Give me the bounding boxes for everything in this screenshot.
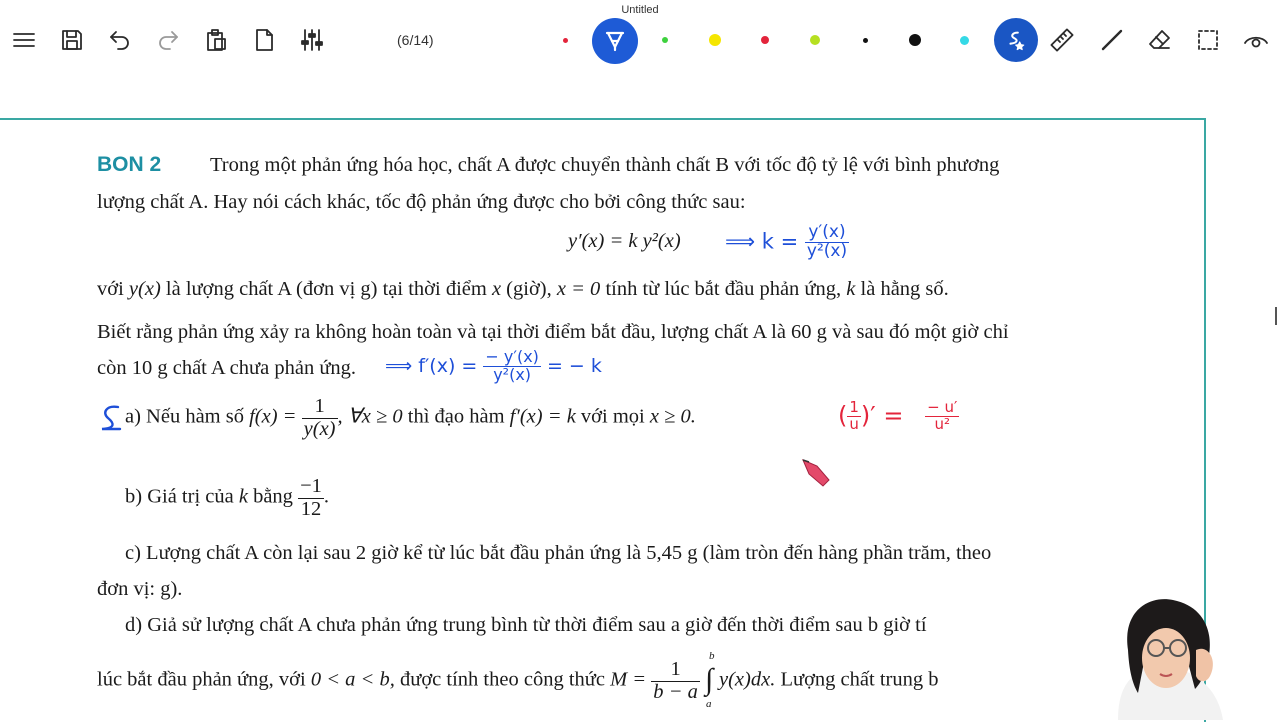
line3-yx: y(x): [128, 278, 161, 300]
item-d-condition: 0 < a < b,: [310, 668, 395, 691]
annotation-k-implies: ⟹ k =: [725, 229, 799, 254]
annotation-quotient-rule: [838, 400, 959, 433]
scrollbar-handle[interactable]: [1275, 307, 1277, 325]
item-d-denominator: b − a: [653, 680, 698, 703]
item-a-mid: thì đạo hàm: [407, 405, 505, 428]
item-a-prefix: a) Nếu hàm số: [125, 405, 244, 428]
red-result-numerator: − u′: [927, 398, 958, 416]
answer-mark-s: [98, 403, 124, 442]
pen-lime[interactable]: [810, 35, 820, 45]
item-a-condition-2: x ≥ 0.: [649, 405, 696, 428]
clipboard-icon[interactable]: [198, 22, 234, 58]
item-a-condition: , ∀x ≥ 0: [337, 405, 403, 428]
top-toolbar: [0, 0, 1280, 82]
line3-k: k: [846, 278, 856, 300]
item-d-numerator: 1: [651, 659, 700, 682]
line3-text-c: (giờ),: [506, 278, 552, 300]
s-mark-icon: [98, 403, 124, 435]
rate-formula: y′(x) = k y²(x): [568, 230, 681, 252]
lasso-select-icon[interactable]: [1190, 22, 1226, 58]
worksheet-page: [0, 118, 1206, 722]
red-numerator: 1: [849, 398, 859, 416]
line-icon[interactable]: [1094, 22, 1130, 58]
annotation-k-denominator: y²(x): [806, 240, 848, 261]
item-a-fx: f(x) =: [249, 405, 297, 428]
line3-x0: x = 0: [556, 278, 601, 300]
item-d-M: M =: [610, 668, 647, 691]
item-b-prefix: b) Giá trị của: [125, 485, 234, 508]
pen-cursor-icon: [799, 456, 833, 495]
item-b-k: k: [238, 485, 248, 508]
line3-x: x: [491, 278, 502, 300]
eraser-icon[interactable]: [1142, 22, 1178, 58]
line3-text-b: là lượng chất A (đơn vị g) tại thời điểm: [165, 278, 487, 300]
item-d-line-1: d) Giả sử lượng chất A chưa phản ứng trung bình từ thời điểm sau a giờ đến thời điểm sau b giờ tí: [125, 614, 927, 636]
document-title: Untitled: [621, 4, 659, 16]
pen-red-small[interactable]: [563, 38, 568, 43]
annotation-f-denominator: y²(x): [493, 364, 532, 384]
integral-lower: a: [706, 698, 712, 710]
item-b-numerator: −1: [300, 475, 322, 497]
page-counter: (6/14): [397, 32, 434, 48]
ruler-icon[interactable]: [1044, 22, 1080, 58]
annotation-f-result: = − k: [546, 354, 602, 377]
integral-upper: b: [709, 650, 715, 662]
highlighter-tool-active[interactable]: [592, 18, 638, 64]
pen-yellow[interactable]: [709, 34, 721, 46]
new-page-icon[interactable]: [246, 22, 282, 58]
annotation-k-formula: [725, 224, 849, 261]
item-a: [125, 396, 696, 440]
webcam-overlay: [1088, 590, 1238, 720]
item-a-derivative: f′(x) = k: [509, 405, 576, 428]
red-result-denominator: u²: [934, 414, 951, 433]
problem-line-3: [97, 279, 949, 300]
undo-icon[interactable]: [102, 22, 138, 58]
annotation-k-numerator: y′(x): [805, 224, 849, 243]
item-d-text-b: được tính theo công thức: [399, 668, 605, 691]
item-d-integrand: y(x)dx.: [719, 668, 776, 691]
eye-icon[interactable]: [1238, 22, 1274, 58]
item-c-line-1: c) Lượng chất A còn lại sau 2 giờ kể từ lúc bắt đầu phản ứng là 5,45 g (làm tròn đến hàng phần trăm, theo: [125, 542, 992, 564]
integral-sign: [705, 650, 719, 710]
problem-line-5: còn 10 g chất A chưa phản ứng.: [97, 357, 357, 379]
integral-symbol: ∫: [705, 663, 714, 696]
stroke-recognize-icon[interactable]: [994, 18, 1038, 62]
red-denominator: u: [849, 414, 859, 433]
red-paren-left: (: [838, 401, 848, 430]
line3-text-e: là hằng số.: [860, 278, 949, 300]
item-b: [125, 476, 329, 520]
line3-text-d: tính từ lúc bắt đầu phản ứng,: [605, 278, 842, 300]
item-a-denominator: y(x): [303, 417, 336, 440]
problem-label: BON 2: [97, 153, 162, 176]
pen-black-small[interactable]: [863, 38, 868, 43]
item-b-mid: bằng: [253, 485, 293, 508]
item-d-tail: Lượng chất trung b: [780, 668, 939, 691]
red-paren-right: )′ =: [860, 401, 904, 430]
item-a-tail: với mọi: [580, 405, 645, 428]
save-icon[interactable]: [54, 22, 90, 58]
item-a-numerator: 1: [302, 396, 338, 419]
item-c-line-2: đơn vị: g).: [97, 578, 183, 600]
sliders-icon[interactable]: [294, 22, 330, 58]
redo-icon[interactable]: [150, 22, 186, 58]
item-b-end: .: [323, 485, 329, 508]
line3-text-a: với: [97, 278, 124, 300]
menu-icon[interactable]: [6, 22, 42, 58]
pen-cyan[interactable]: [960, 36, 969, 45]
problem-line-2: lượng chất A. Hay nói cách khác, tốc độ phản ứng được cho bởi công thức sau:: [97, 191, 746, 213]
item-d-text-a: lúc bắt đầu phản ứng, với: [97, 668, 306, 691]
pen-red[interactable]: [761, 36, 769, 44]
item-b-denominator: 12: [300, 497, 322, 520]
pen-black[interactable]: [909, 34, 921, 46]
problem-line-4: Biết rằng phản ứng xảy ra không hoàn toàn và tại thời điểm bắt đầu, lượng chất A là 60 g và sau đó một giờ chỉ: [97, 321, 1009, 343]
annotation-f-implies: ⟹ f′(x) =: [385, 354, 478, 377]
annotation-f-derivative: [385, 349, 602, 384]
problem-line-1: Trong một phản ứng hóa học, chất A được chuyển thành chất B với tốc độ tỷ lệ với bình phương: [210, 154, 1000, 176]
pen-green[interactable]: [662, 37, 668, 43]
annotation-f-numerator: − y′(x): [485, 347, 539, 366]
item-d-line-2: [97, 650, 939, 710]
presenter-avatar: [1088, 590, 1238, 720]
